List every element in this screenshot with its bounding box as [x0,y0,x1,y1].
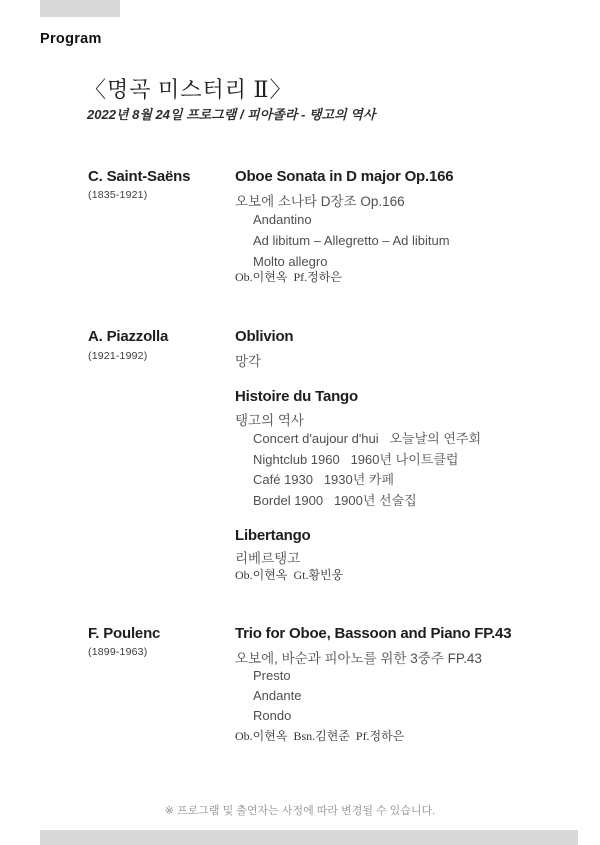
work-title: Trio for Oboe, Bassoon and Piano FP.43 [235,625,512,642]
movement: Molto allegro [253,254,328,269]
movement: Concert d'aujour d'hui 오늘날의 연주회 [253,431,482,446]
program-title: 〈명곡 미스터리 Ⅱ〉 [84,77,293,102]
movement: Rondo [253,708,292,723]
bottom-gray-bar [40,830,578,845]
performers: Ob.이현옥 Bsn.김현준 Pf.정하은 [235,729,405,743]
work-title-kr: 오보에 소나타 D장조 Op.166 [235,194,405,209]
work-title-kr: 리베르탱고 [235,551,301,566]
work-title: Libertango [235,527,311,544]
composer-name: C. Saint-Saëns [88,168,191,185]
program-subtitle: 2022년 8월 24일 프로그램 / 피아졸라 - 탱고의 역사 [87,107,376,122]
composer-name: F. Poulenc [88,625,161,642]
movement: Andante [253,688,302,703]
work-title: Oboe Sonata in D major Op.166 [235,168,454,185]
work-title: Histoire du Tango [235,388,358,405]
composer-name: A. Piazzolla [88,328,169,345]
composer-years: (1899-1963) [88,646,148,658]
work-title-kr: 망각 [235,354,262,369]
movement: Nightclub 1960 1960년 나이트클럽 [253,452,459,467]
movement: Andantino [253,212,312,227]
page-header: Program [40,31,102,47]
composer-years: (1921-1992) [88,350,148,362]
work-title: Oblivion [235,328,294,345]
composer-years: (1835-1921) [88,189,148,201]
performers: Ob.이현옥 Gt.황빈웅 [235,568,344,582]
movement: Ad libitum – Allegretto – Ad libitum [253,233,450,248]
movement: Café 1930 1930년 카페 [253,472,395,487]
work-title-kr: 탱고의 역사 [235,413,304,428]
movement: Presto [253,668,291,683]
footer-disclaimer: ※ 프로그램 및 출연자는 사정에 따라 변경될 수 있습니다. [164,805,436,817]
movement: Bordel 1900 1900년 선술집 [253,493,417,508]
top-gray-bar [40,0,120,17]
performers: Ob.이현옥 Pf.정하은 [235,270,342,284]
work-title-kr: 오보에, 바순과 피아노를 위한 3중주 FP.43 [235,651,482,666]
